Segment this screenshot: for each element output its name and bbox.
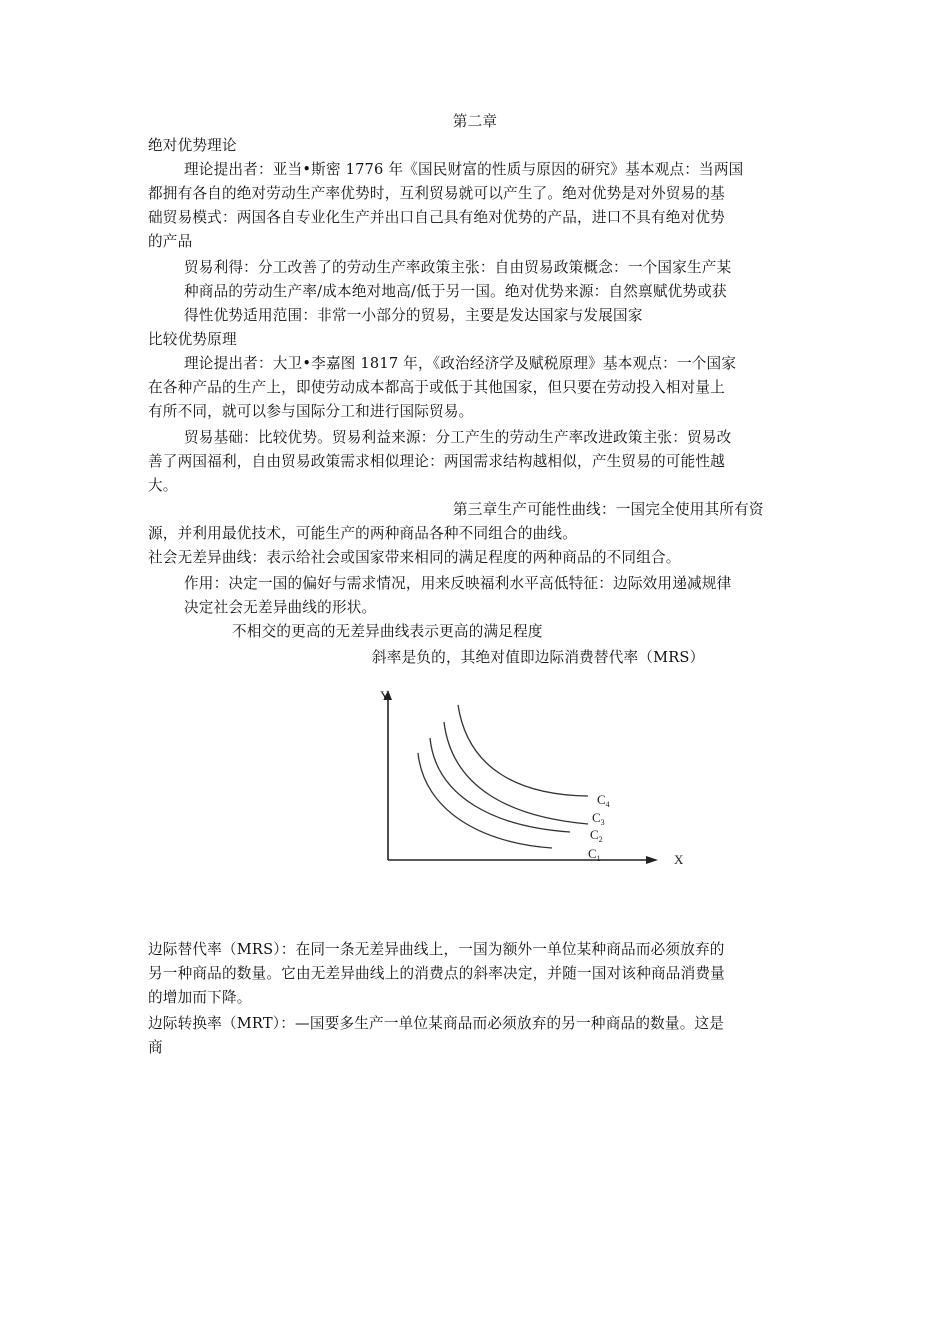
- indifference-curve-diagram: [370, 680, 700, 880]
- paragraph-line: 另一种商品的数量。它由无差异曲线上的消费点的斜率决定，并随一国对该种商品消费量: [148, 965, 725, 982]
- paragraph-line: 得性优势适用范围：非常一小部分的贸易，主要是发达国家与发展国家: [184, 307, 643, 324]
- paragraph-line: 种商品的劳动生产率/成本绝对地高/低于另一国。绝对优势来源：自然禀赋优势或获: [184, 283, 727, 300]
- curve-label-c3: $C_3$: [592, 810, 605, 827]
- paragraph-line: 础贸易模式：两国各自专业化生产并出口自己具有绝对优势的产品，进口不具有绝对优势: [148, 209, 725, 226]
- paragraph-line: 源，并利用最优技术，可能生产的两种商品各种不同组合的曲线。: [148, 525, 578, 542]
- paragraph-line: 都拥有各自的绝对劳动生产率优势时，互利贸易就可以产生了。绝对优势是对外贸易的基: [148, 185, 725, 202]
- indifference-curve-c3: [444, 722, 588, 824]
- feature-line-2: 斜率是负的，其绝对值即边际消费替代率（MRS）: [372, 649, 705, 666]
- paragraph-line: 决定社会无差异曲线的形状。: [184, 599, 377, 616]
- paragraph-line: 善了两国福利，自由贸易政策需求相似理论：两国需求结构越相似，产生贸易的可能性越: [148, 453, 725, 470]
- paragraph-line: 商: [148, 1039, 163, 1056]
- paragraph-line: 在各种产品的生产上，即使劳动成本都高于或低于其他国家，但只要在劳动投入相对量上: [148, 379, 725, 396]
- paragraph-line: 大。: [148, 477, 178, 494]
- mrs-definition-line: 边际替代率（MRS）：在同一条无差异曲线上，一国为额外一单位某种商品而必须放弃的: [148, 941, 725, 958]
- curve-label-c1: $C_1$: [588, 846, 601, 863]
- paragraph-line: 有所不同，就可以参与国际分工和进行国际贸易。: [148, 403, 474, 420]
- indifference-curve-definition: 社会无差异曲线：表示给社会或国家带来相同的满足程度的两种商品的不同组合。: [148, 549, 681, 566]
- paragraph-line: 贸易基础：比较优势。贸易利益来源：分工产生的劳动生产率改进政策主张：贸易改: [184, 429, 732, 446]
- curve-label-c2: $C_2$: [590, 827, 603, 844]
- chapter-2-title: 第二章: [452, 113, 498, 130]
- feature-line-1: 不相交的更高的无差异曲线表示更高的满足程度: [232, 623, 543, 640]
- curve-label-c4: $C_4$: [597, 792, 610, 809]
- chapter-3-ppf-line: 第三章生产可能性曲线：一国完全使用其所有资: [453, 501, 764, 518]
- y-axis-label: Y: [380, 688, 390, 703]
- indifference-curve-c4: [458, 705, 588, 796]
- absolute-advantage-heading: 绝对优势理论: [148, 137, 237, 154]
- comparative-advantage-heading: 比较优势原理: [148, 331, 237, 348]
- x-axis-label: X: [674, 852, 684, 867]
- paragraph-line: 理论提出者：大卫•李嘉图 1817 年，《政治经济学及赋税原理》基本观点：一个国家: [184, 355, 737, 372]
- paragraph-line: 的增加而下降。: [148, 989, 252, 1006]
- x-axis-arrow: [646, 856, 658, 864]
- paragraph-line: 理论提出者：亚当•斯密 1776 年《国民财富的性质与原因的研究》基本观点：当两国: [184, 161, 744, 178]
- paragraph-line: 贸易利得：分工改善了的劳动生产率政策主张：自由贸易政策概念：一个国家生产某: [184, 259, 732, 276]
- paragraph-line: 的产品: [148, 233, 193, 250]
- paragraph-line: 作用：决定一国的偏好与需求情况，用来反映福利水平高低特征：边际效用递减规律: [184, 575, 732, 592]
- mrt-definition-line: 边际转换率（MRT）：—国要多生产一单位某商品而必须放弃的另一种商品的数量。这是: [148, 1015, 725, 1032]
